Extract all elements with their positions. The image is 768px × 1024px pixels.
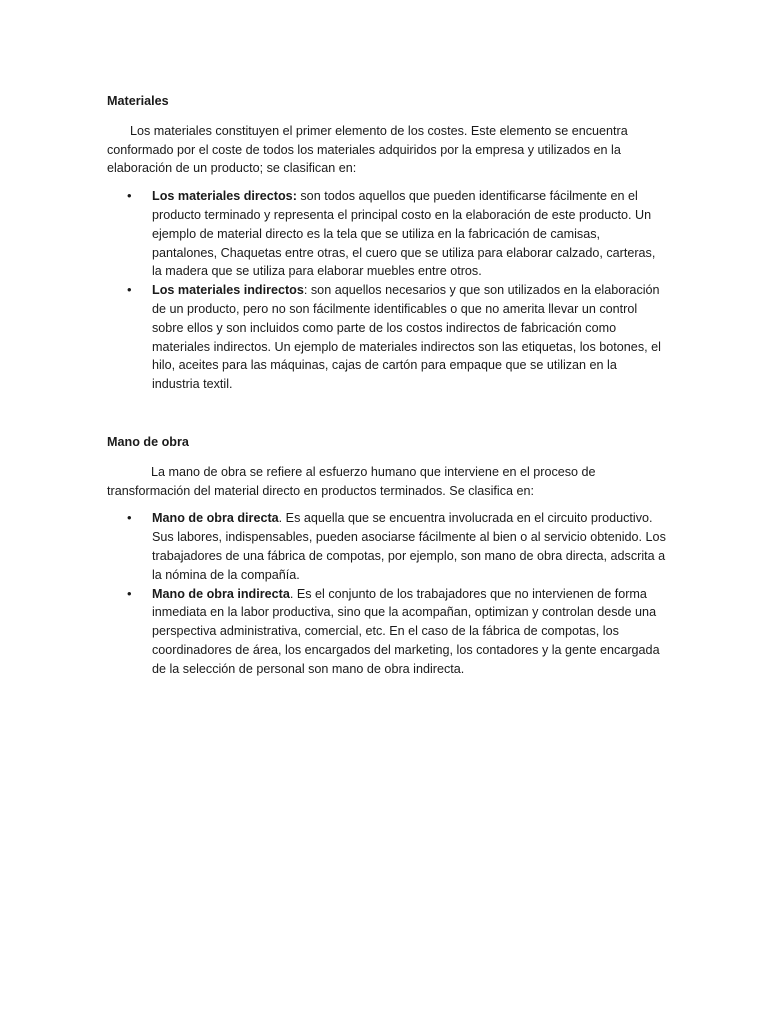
item-term: Mano de obra indirecta [152, 586, 290, 601]
bullet-icon: • [127, 282, 132, 298]
section-intro: Los materiales constituyen el primer elemento de los costes. Este elemento se encuentra conformado por el coste de todos los materiales adquiridos por la empresa y utilizados en la elaboración de un producto; se clasifican en: [107, 123, 628, 176]
item-term: Mano de obra directa [152, 511, 279, 526]
item-text: . Es aquella que se encuentra involucrada en el circuito productivo. Sus labores, indispensables, pueden asociarse fácilmente al bien o al servicio obtenido. Los trabajadores de una fábrica de compotas, por ejemplo, son mano de obra directa, adscrita a la nómina de la compañía. [152, 511, 666, 582]
section-intro: La mano de obra se refiere al esfuerzo humano que interviene en el proceso de transformación del material directo en productos terminados. Se clasifica en: [107, 464, 596, 498]
item-text: . Es el conjunto de los trabajadores que no intervienen de forma inmediata en la labor productiva, sino que la acompañan, optimizan y controlan desde una perspectiva administrativa, comercial, etc. En el caso de la fábrica de compotas, los coordinadores de área, los encargados del marketing, los contadores y la gente encargada de la selección de personal son mano de obra indirecta. [152, 586, 660, 676]
bullet-icon: • [127, 585, 132, 601]
section-materiales [107, 92, 667, 394]
bullet-icon: • [127, 510, 132, 526]
list-item [107, 509, 667, 584]
list-item [107, 585, 667, 679]
bullet-icon: • [127, 188, 132, 204]
item-text: : son aquellos necesarios y que son utilizados en la elaboración de un producto, pero no son fácilmente identificables o que no amerita llevar un control sobre ellos y son incluidos como parte de los costos indirectos de fabricación como materiales indirectos. Un ejemplo de materiales indirectos son las etiquetas, los botones, el hilo, aceites para las máquinas, cajas de cartón para empaque que se utilizan en la industria textil. [152, 283, 661, 392]
bullet-list [107, 509, 667, 678]
list-item [107, 187, 667, 281]
section-mano-de-obra [107, 433, 667, 679]
item-term: Los materiales indirectos [152, 283, 304, 298]
item-text: son todos aquellos que pueden identificarse fácilmente en el producto terminado y representa el principal costo en la elaboración de este producto. Un ejemplo de material directo es la tela que se utiliza en la fabricación de camisas, pantalones, Chaquetas entre otras, el cuero que se utiliza para elaborar calzado, carteras, la madera que se utiliza para elaborar muebles entre otros. [152, 189, 656, 279]
section-heading: Mano de obra [107, 435, 189, 449]
bullet-list [107, 187, 667, 394]
section-heading: Materiales [107, 94, 169, 108]
list-item [107, 281, 667, 394]
item-term: Los materiales directos: [152, 189, 297, 204]
